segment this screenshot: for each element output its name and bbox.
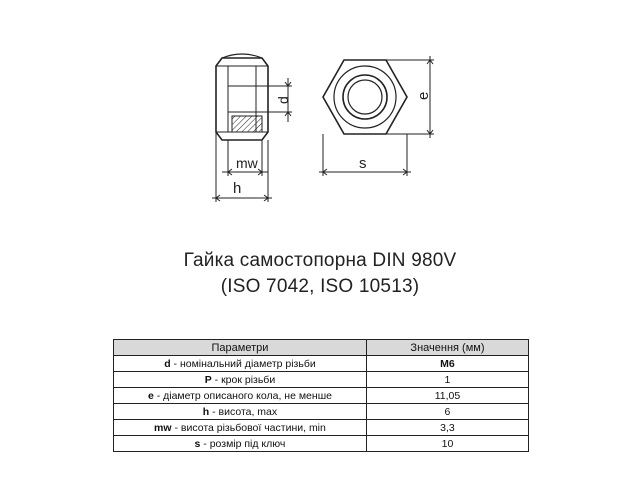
label-s: s — [359, 155, 367, 172]
param-symbol: h — [202, 405, 210, 418]
param-symbol: e — [147, 389, 154, 402]
param-cell — [114, 436, 367, 452]
param-symbol: P — [204, 373, 212, 386]
param-desc: - висота, max — [209, 405, 278, 418]
value-cell: 11,05 — [366, 388, 528, 404]
table-row — [114, 356, 529, 372]
param-desc: - крок різьби — [211, 373, 276, 386]
table-row — [114, 372, 529, 388]
nut-side-view — [216, 54, 268, 140]
spec-table — [113, 339, 529, 452]
param-desc: - висота різьбової частини, min — [171, 421, 326, 434]
product-standards: (ISO 7042, ISO 10513) — [220, 276, 420, 297]
param-cell — [114, 356, 367, 372]
param-desc: - діаметр описаного кола, не менше — [153, 389, 332, 402]
table-row — [114, 436, 529, 452]
table-row — [114, 420, 529, 436]
label-h: h — [233, 180, 242, 197]
param-symbol: s — [194, 437, 201, 450]
param-desc: - розмір під ключ — [200, 437, 286, 450]
value-cell: 3,3 — [366, 420, 528, 436]
header-parameters: Параметри — [114, 340, 367, 356]
param-symbol: mw — [154, 421, 172, 434]
param-cell — [114, 372, 367, 388]
label-mw: mw — [236, 155, 258, 171]
label-d: d — [275, 96, 291, 104]
table-header-row — [114, 340, 529, 356]
table-row — [114, 388, 529, 404]
value-cell: 1 — [366, 372, 528, 388]
param-symbol: d — [164, 357, 171, 370]
param-desc: - номінальний діаметр різьби — [170, 357, 316, 370]
value-cell: 6 — [366, 404, 528, 420]
product-title: Гайка самостопорна DIN 980V — [183, 250, 457, 271]
label-e: e — [415, 91, 432, 100]
value-cell: 10 — [366, 436, 528, 452]
header-values: Значення (мм) — [366, 340, 528, 356]
table-row — [114, 404, 529, 420]
value-cell: M6 — [366, 356, 528, 372]
nut-top-view — [323, 60, 407, 134]
param-cell — [114, 420, 367, 436]
param-cell — [114, 404, 367, 420]
param-cell — [114, 388, 367, 404]
